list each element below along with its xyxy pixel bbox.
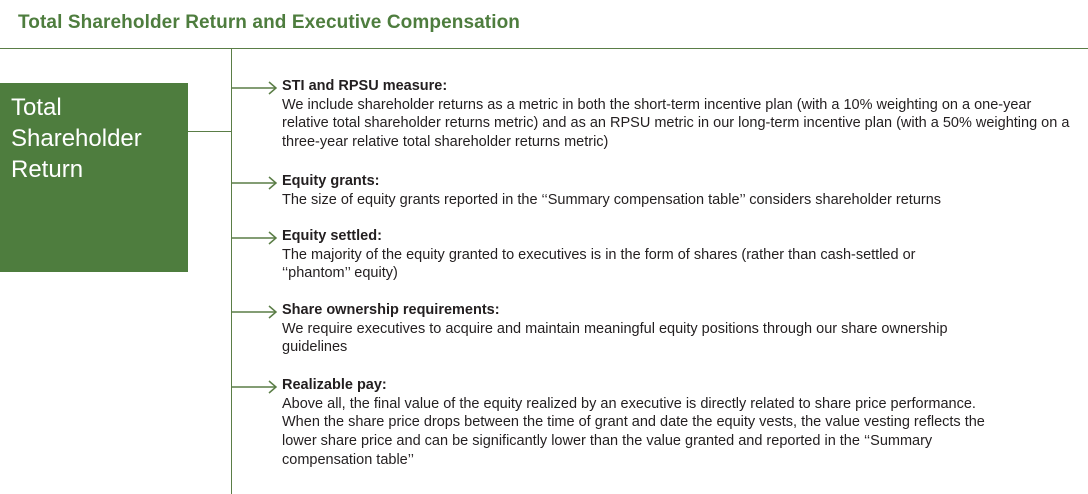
arrow-right-icon [232, 380, 278, 394]
tsr-box-line: Total [11, 94, 62, 121]
title-divider [0, 48, 1088, 49]
item-text [282, 227, 972, 283]
tsr-box-line: Return [11, 156, 84, 183]
item-body: Above all, the final value of the equity realized by an executive is directly related to share price performance. When the share price drops between the time of grant and date the equity vests, the value vesting reflects the lower share price and can be significantly lower than the value granted and reported in the ‘‘Summary compensation table’’ [282, 395, 985, 468]
arrow-right-icon [232, 231, 278, 245]
trunk-line [231, 48, 232, 494]
item-body: The majority of the equity granted to executives is in the form of shares (rather than cash-settled or ‘‘phantom’’ equity) [282, 246, 916, 282]
arrow-right-icon [232, 81, 278, 95]
item-body: We require executives to acquire and maintain meaningful equity positions through our share ownership guidelines [282, 320, 948, 356]
page-title: Total Shareholder Return and Executive Compensation [18, 12, 521, 33]
item-text [282, 301, 952, 357]
arrow-right-icon [232, 305, 278, 319]
tsr-box-line: Shareholder [11, 125, 142, 152]
arrow-right-icon [232, 176, 278, 190]
item-body: The size of equity grants reported in the ‘‘Summary compensation table’’ considers shareholder returns [282, 191, 942, 208]
total-shareholder-return-box [0, 83, 188, 272]
item-text [282, 376, 1012, 470]
item-heading: Share ownership requirements: [282, 302, 500, 318]
item-body: We include shareholder returns as a metric in both the short-term incentive plan (with a 10% weighting on a one-year relative total shareholder returns metric) and as an RPSU metric in our long-term incentive plan (with a 50% weighting on a three-year relative total shareholder returns metric) [282, 96, 1070, 151]
item-text [282, 172, 1072, 209]
item-heading: Realizable pay: [282, 377, 387, 393]
item-heading: STI and RPSU measure: [282, 78, 448, 94]
item-heading: Equity grants: [282, 173, 380, 189]
box-connector-line [188, 131, 232, 132]
item-heading: Equity settled: [282, 228, 382, 244]
item-text [282, 77, 1072, 152]
